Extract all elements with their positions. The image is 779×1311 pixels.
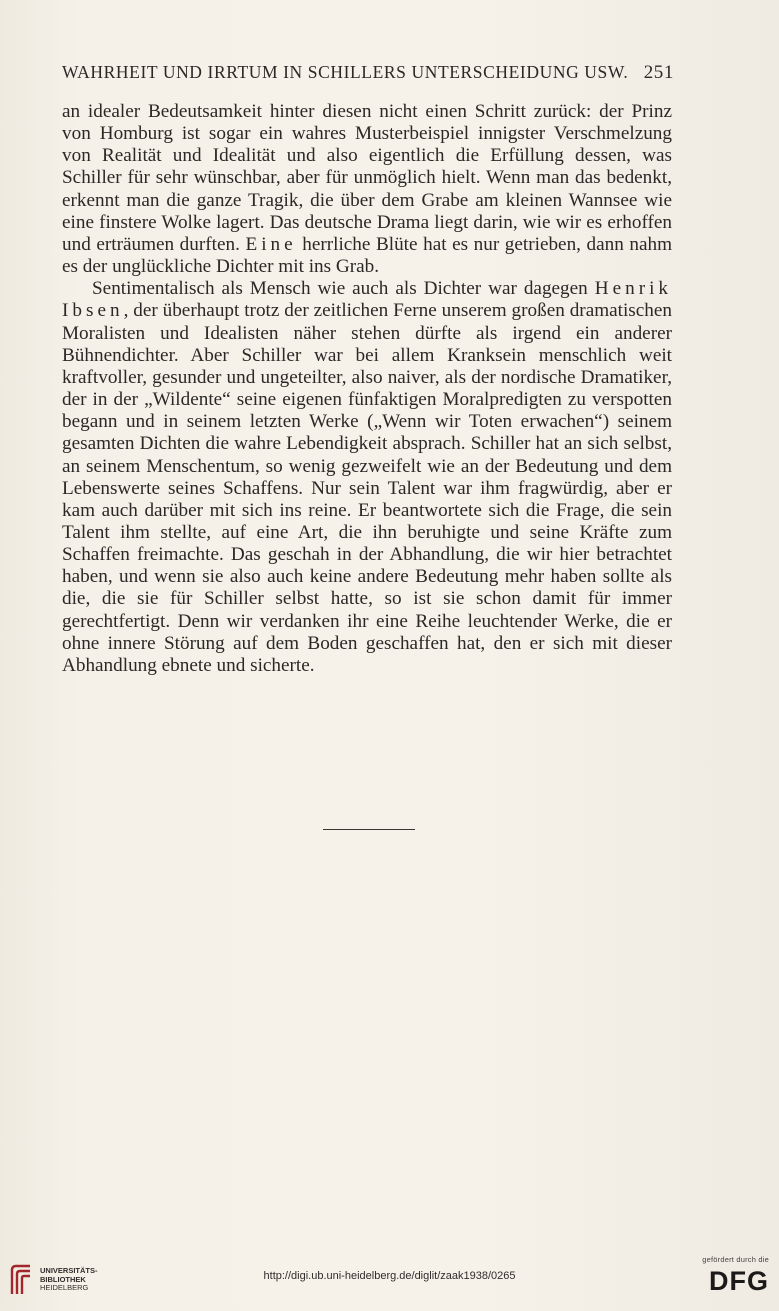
page-number: 251	[643, 62, 674, 83]
paragraph-2-start: Sentimentalisch als Mensch wie auch als Dichter war dagegen	[92, 278, 588, 300]
running-title: WAHRHEIT UND IRRTUM IN SCHILLERS UNTERSCHEIDUNG USW.	[62, 62, 629, 82]
paragraph-2-rest: , der überhaupt trotz der zeitlichen Ferne unserem großen dramatischen Moralisten und Idealisten näher stehen dürfte als irgend ein anderer Bühnendichter. Aber Schiller war bei allem Kranksein menschlich weit kraftvoller, gesunder und ungeteilter, also naiver, als der nordische Dramatiker, der in der „Wildente“ seine eigenen fünfaktigen Moralpredigten zu verspotten begann und in seinem letzten Werke („Wenn wir Toten erwachen“) seinem gesamten Dichten die wahre Lebendigkeit absprach. Schiller hat an sich selbst, an seinem Menschentum, so wenig gezweifelt wie an der Bedeutung und dem Lebenswerte seines Schaffens. Nur sein Talent war ihm fragwürdig, aber er kam auch darüber mit sich ins reine. Er beantwortete sich die Frage, die sein Talent ihm stellte, auf eine Art, die ihn beruhigte und seine Kräfte zum Schaffen freimachte. Das geschah in der Abhandlung, die wir hier betrachtet haben, und wenn sie also auch keine andere Bedeutung mehr haben sollte als die, die sie für Schiller selbst hatte, so ist sie schon damit für immer gerechtfertigt. Denn wir verdanken ihr eine Reihe leuchtender Werke, die er ohne innere Störung auf dem Boden geschaffen hat, den er sich mit dieser Abhandlung ebnete und sicherte.	[62, 300, 672, 676]
paragraph-1-end: herrliche Blüte hat es nur getrieben, dann nahm es der unglückliche Dichter mit ins Grab.	[62, 233, 673, 278]
body-text	[62, 101, 672, 677]
digitization-footer	[0, 1250, 779, 1311]
section-separator-rule	[323, 829, 415, 830]
library-name-line-1: UNIVERSITÄTS-	[40, 1266, 98, 1276]
emphasis-eine: Eine	[245, 233, 297, 255]
dfg-funding-logo	[702, 1255, 769, 1296]
source-url-link[interactable]: http://digi.ub.uni-heidelberg.de/diglit/zaak1938/0265	[263, 1270, 516, 1282]
name-henrik-ibsen: Henrik Ibsen	[62, 278, 673, 322]
paragraph-2	[62, 278, 672, 677]
funding-caption: gefördert durch die	[702, 1255, 769, 1264]
library-name-line-3: HEIDELBERG	[40, 1283, 89, 1293]
library-name-line-2: BIBLIOTHEK	[40, 1274, 86, 1284]
running-header	[62, 62, 674, 84]
paragraph-1	[62, 101, 672, 278]
dfg-logo-text: DFG	[709, 1266, 769, 1296]
paragraph-1-text: an idealer Bedeutsamkeit hinter diesen nicht einen Schritt zurück: der Prinz von Homburg ist sogar ein wahres Musterbeispiel innigster Verschmelzung von Realität und Idealität und also eigentlich die Erfüllung dessen, was Schiller für sehr wünschbar, aber für unmöglich hielt. Wenn man das bedenkt, erkennt man die ganze Tragik, die über dem Grabe am kleinen Wannsee wie eine finstere Wolke lagert. Das deutsche Drama liegt darin, wie wir es erhoffen und erträumen durften.	[62, 101, 672, 255]
